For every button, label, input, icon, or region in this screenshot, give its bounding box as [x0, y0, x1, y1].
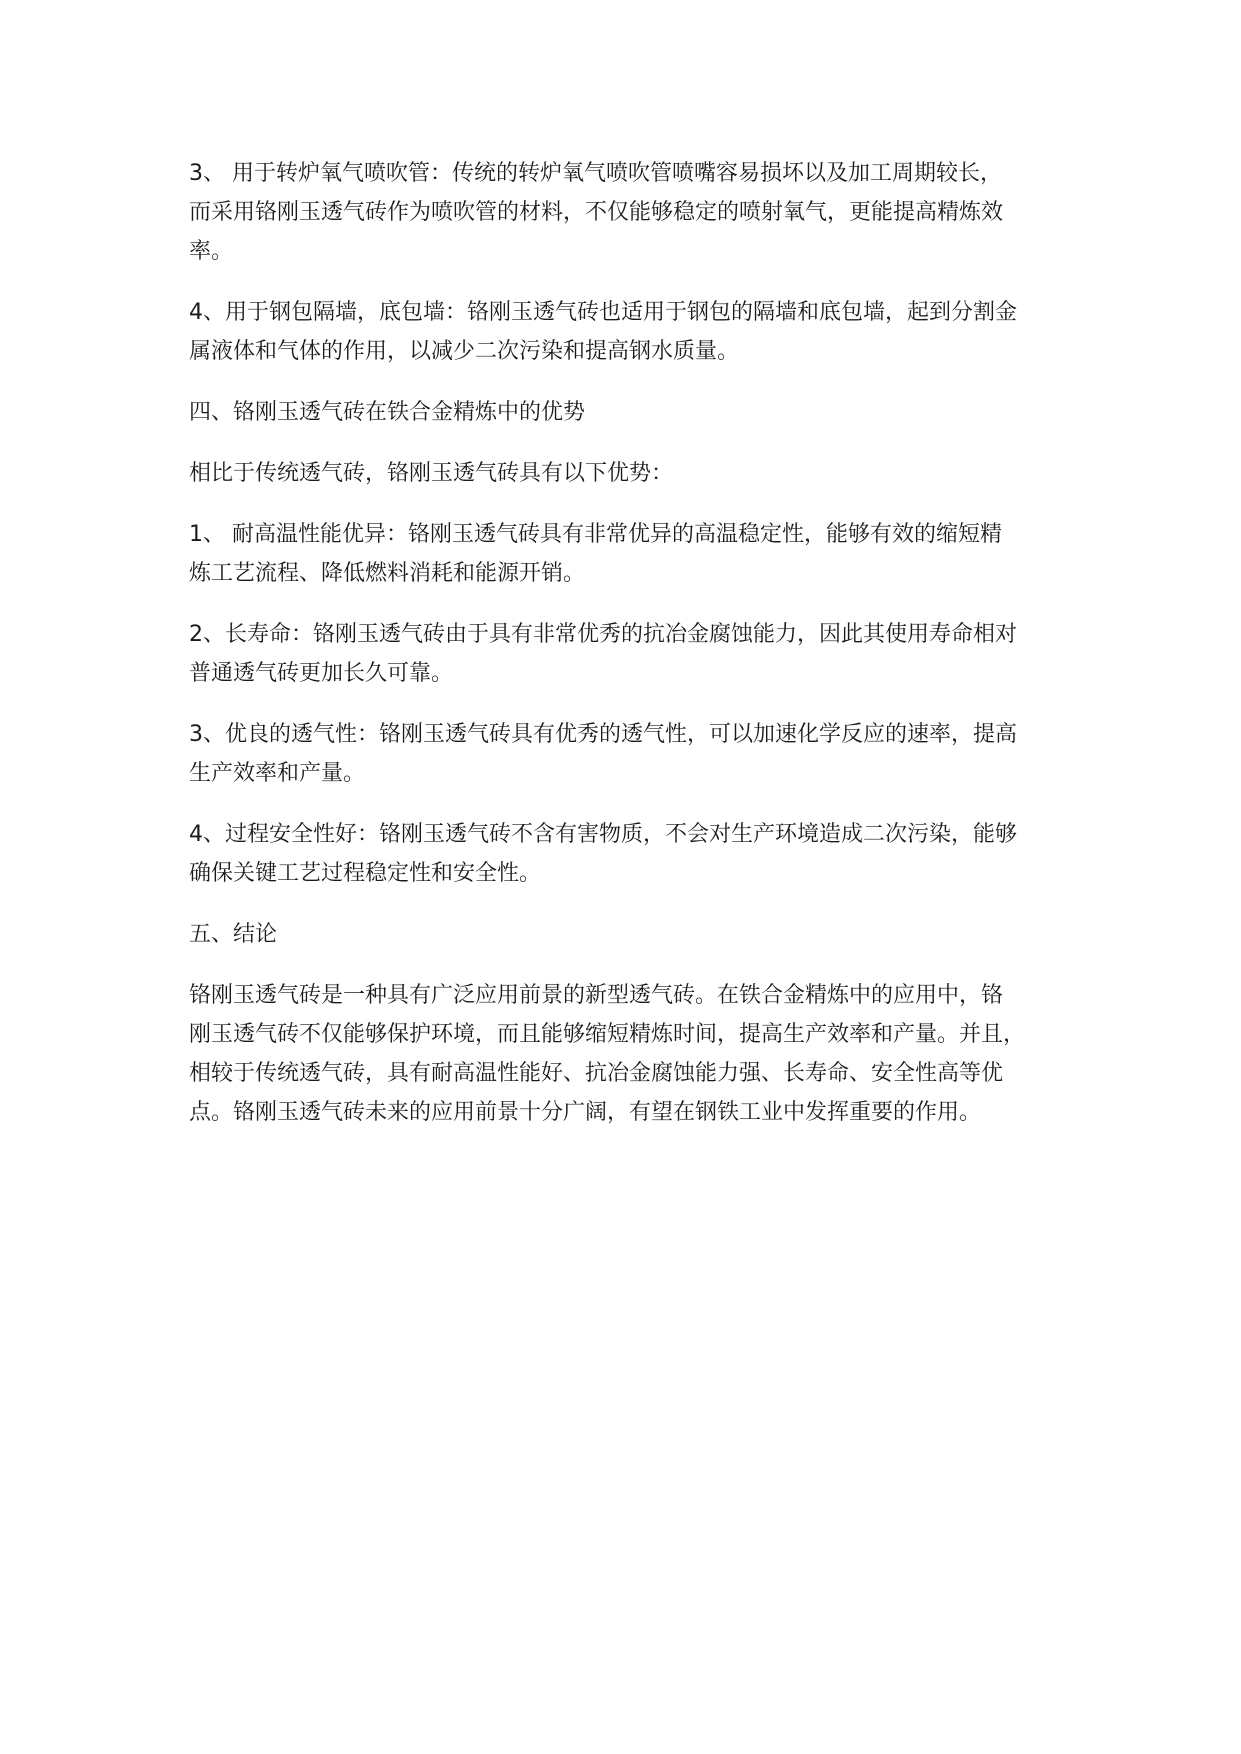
- text-line: 率。: [189, 239, 234, 264]
- text-line: 1、 耐高温性能优异：铬刚玉透气砖具有非常优异的高温稳定性，能够有效的缩短精: [189, 522, 1002, 547]
- paragraph-advantage-1: [189, 515, 1089, 593]
- text-line: 确保关键工艺过程稳定性和安全性。: [189, 861, 542, 886]
- heading-text: 五、结论: [189, 922, 278, 947]
- heading-text: 四、铬刚玉透气砖在铁合金精炼中的优势: [189, 400, 586, 425]
- text-line: 3、优良的透气性：铬刚玉透气砖具有优秀的透气性，可以加速化学反应的速率，提高: [189, 722, 1017, 747]
- text-line: 铬刚玉透气砖是一种具有广泛应用前景的新型透气砖。在铁合金精炼中的应用中，铬: [189, 983, 1004, 1008]
- document-body: [189, 154, 1089, 1154]
- paragraph-advantage-4: [189, 815, 1089, 893]
- text-line: 4、用于钢包隔墙，底包墙：铬刚玉透气砖也适用于钢包的隔墙和底包墙，起到分割金: [189, 300, 1017, 325]
- text-line: 4、过程安全性好：铬刚玉透气砖不含有害物质，不会对生产环境造成二次污染，能够: [189, 822, 1017, 847]
- text-line: 相较于传统透气砖，具有耐高温性能好、抗冶金腐蚀能力强、长寿命、安全性高等优: [189, 1061, 1004, 1086]
- paragraph-advantages-intro: [189, 454, 1089, 493]
- paragraph-advantage-3: [189, 715, 1089, 793]
- text-line: 炼工艺流程、降低燃料消耗和能源开销。: [189, 561, 586, 586]
- text-line: 3、 用于转炉氧气喷吹管：传统的转炉氧气喷吹管喷嘴容易损坏以及加工周期较长，: [189, 161, 1002, 186]
- text-line: 2、长寿命：铬刚玉透气砖由于具有非常优秀的抗冶金腐蚀能力，因此其使用寿命相对: [189, 622, 1017, 647]
- text-line: 生产效率和产量。: [189, 761, 366, 786]
- section-heading-conclusion: [189, 915, 1089, 954]
- text-line: 属液体和气体的作用，以减少二次污染和提高钢水质量。: [189, 339, 740, 364]
- paragraph-conclusion: [189, 976, 1089, 1132]
- text-line: 刚玉透气砖不仅能够保护环境，而且能够缩短精炼时间，提高生产效率和产量。并且，: [189, 1022, 1026, 1047]
- text-line: 普通透气砖更加长久可靠。: [189, 661, 454, 686]
- text-line: 点。铬刚玉透气砖未来的应用前景十分广阔，有望在钢铁工业中发挥重要的作用。: [189, 1100, 982, 1125]
- paragraph-advantage-2: [189, 615, 1089, 693]
- text-line: 相比于传统透气砖，铬刚玉透气砖具有以下优势：: [189, 461, 674, 486]
- paragraph-ladle-wall: [189, 293, 1089, 371]
- text-line: 而采用铬刚玉透气砖作为喷吹管的材料，不仅能够稳定的喷射氧气，更能提高精炼效: [189, 200, 1004, 225]
- section-heading-advantages: [189, 393, 1089, 432]
- paragraph-oxygen-lance: [189, 154, 1089, 271]
